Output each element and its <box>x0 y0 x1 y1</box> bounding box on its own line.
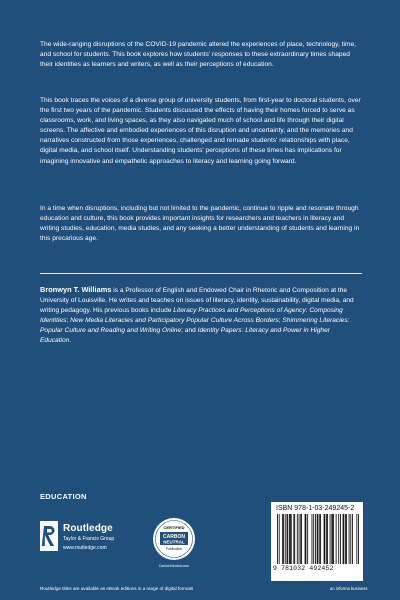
barcode-bar <box>286 514 287 564</box>
barcode-bar <box>299 514 300 564</box>
book-title-1: Literacy Practices and Perceptions of Agency: Composing Identities <box>40 307 343 325</box>
informa-tagline: an informa business <box>330 586 368 591</box>
barcode-bar <box>283 514 284 564</box>
barcode-bar <box>290 514 291 564</box>
carbon-url: CarbonNeutral.com <box>158 564 190 568</box>
barcode-bar <box>336 514 337 564</box>
bio-separator: ; <box>66 317 71 325</box>
barcode-bar <box>293 514 294 564</box>
barcode-bar <box>305 514 306 564</box>
isbn-text: ISBN 978-1-03-249245-2 <box>276 505 355 512</box>
bio-separator: ; and <box>181 327 198 335</box>
blurb-paragraph-1: The wide-ranging disruptions of the COVID-19 pandemic altered the experiences of place, technology, time, and school for students. This book explores how students' responses to these extraordinary times shaped their identities as learners and writers, as well as their perceptions of education. <box>40 41 357 69</box>
publisher-name: Routledge <box>63 523 113 534</box>
barcode-bar <box>318 514 319 564</box>
barcode-bar <box>327 514 328 564</box>
barcode-bars <box>277 514 359 564</box>
bio-text: is a Professor of English and Endowed Chair in Rhetoric and Composition at the University of Louisville. He writes and teaches on issues of literacy, identity, sustainability, digital media, and writing pedagogy. His previous books include <box>40 287 354 315</box>
barcode-bar <box>338 514 339 564</box>
blurb-paragraph-2: This book traces the voices of a diverse group of university students, from first-year to doctoral students, over the first two years of the pandemic. Students discussed the effects of having their homes forced to serve as classrooms, work, and living spaces, as they also navigated much of school and life through their digital screens. The affective and embodied experiences of this disruption and uncertainty, and the memories and narratives constructed from those experiences, challenged and remade students' relationships with place, digital media, and school itself. Understanding students' perceptions of these times has implications for imagining innovative and empathetic approaches to literacy and learning going forward. <box>40 97 361 165</box>
publisher-logo <box>40 521 150 561</box>
section-divider <box>40 273 362 274</box>
book-title-3: Shimmering Literacies: Popular Culture and Reading and Writing Online <box>40 317 350 335</box>
barcode-bar <box>317 514 318 564</box>
carbon-line-3: NEUTRAL <box>163 539 185 545</box>
bio-separator: ; <box>278 317 283 325</box>
carbon-neutral-icon <box>151 516 197 562</box>
barcode-bar <box>352 514 353 564</box>
barcode-bar <box>287 514 288 564</box>
barcode-bar <box>300 514 301 564</box>
ean-digits: 9 781032 492452 <box>273 565 334 572</box>
barcode-bar <box>297 514 298 564</box>
carbon-neutral-badge <box>151 516 197 568</box>
barcode-bar <box>305 514 306 564</box>
barcode-bar <box>279 514 280 564</box>
barcode-bar <box>333 514 334 564</box>
barcode-bar <box>331 514 332 564</box>
barcode-bar <box>330 514 331 564</box>
barcode-bar <box>324 514 325 564</box>
barcode-bar <box>312 514 313 564</box>
routledge-r-icon <box>40 521 58 551</box>
barcode-bar <box>313 514 314 564</box>
publisher-group: Taylor & Francis Group <box>63 536 115 542</box>
barcode-bar <box>289 514 290 564</box>
publisher-url: www.routledge.com <box>63 545 107 551</box>
barcode-bar <box>356 514 357 564</box>
blurb-paragraph-3: In a time when disruptions, including but not limited to the pandemic, continue to ripple and resonate through education and culture, this book provides important insights for researchers and teachers in literacy and writing studies, education, media studies, and any seeking a better understanding of students and learning in this precarious age. <box>40 205 360 243</box>
barcode-bar <box>346 514 347 564</box>
bio-end: . <box>69 337 72 345</box>
barcode-bar <box>343 514 344 564</box>
book-title-4: Identity Papers: Literacy and Power in Higher Education <box>40 327 330 345</box>
barcode-bar <box>277 514 278 564</box>
author-bio <box>40 285 362 347</box>
barcode-bar <box>350 514 351 564</box>
barcode-bar <box>358 514 359 564</box>
barcode-bar <box>326 514 327 564</box>
subject-category: EDUCATION <box>40 492 87 501</box>
barcode-bar <box>332 514 333 564</box>
author-name: Bronwyn T. Williams <box>40 285 112 294</box>
barcode-bar <box>285 514 286 564</box>
barcode-bar <box>315 514 316 564</box>
barcode-bar <box>349 514 350 564</box>
barcode-bar <box>319 514 320 564</box>
barcode-bar <box>324 514 325 564</box>
book-title-2: New Media Literacies and Participatory Popular Culture Across Borders <box>70 317 279 325</box>
barcode-bar <box>320 514 321 564</box>
barcode-bar <box>282 514 283 564</box>
barcode-bar <box>340 514 341 564</box>
carbon-line-2: CARBON <box>163 534 185 540</box>
carbon-line-1: CERTIFIED <box>163 525 185 530</box>
barcode-panel <box>271 502 363 581</box>
barcode-bar <box>301 514 302 564</box>
barcode-bar <box>343 514 344 564</box>
barcode-bar <box>294 514 295 564</box>
barcode-bar <box>291 514 292 564</box>
carbon-line-4: Publication <box>165 547 183 551</box>
barcode-bar <box>345 514 346 564</box>
ebook-note: Routledge titles are available as eBook editions in a range of digital formats <box>40 586 194 591</box>
barcode-bar <box>307 514 308 564</box>
